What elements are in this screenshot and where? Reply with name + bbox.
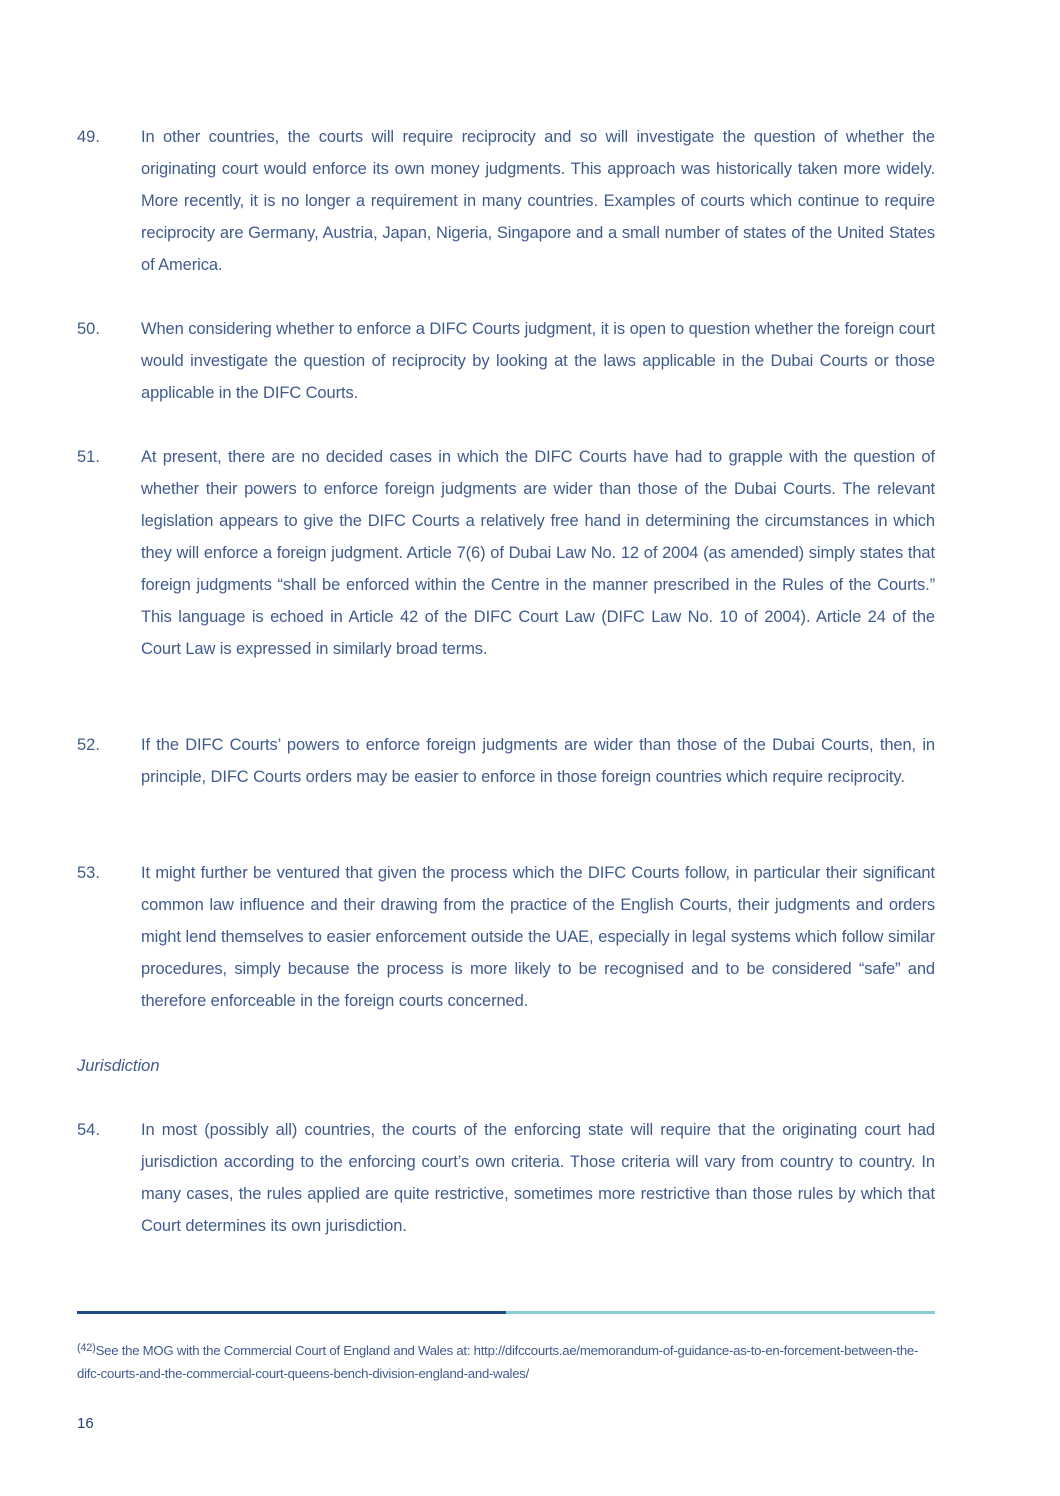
footnote-divider-dark <box>77 1311 506 1314</box>
paragraph-50 <box>77 313 935 409</box>
paragraph-text: If the DIFC Courts’ powers to enforce foreign judgments are wider than those of the Dubai Courts, then, in principle, DIFC Courts orders may be easier to enforce in those foreign countries which require reciprocity. <box>141 736 935 786</box>
paragraph-text: When considering whether to enforce a DIFC Courts judgment, it is open to question whether the foreign court would investigate the question of reciprocity by looking at the laws applicable in the Dubai Courts or those applicable in the DIFC Courts. <box>141 320 935 402</box>
paragraph-53 <box>77 857 935 1017</box>
footnote <box>77 1339 937 1385</box>
paragraph-number: 53. <box>77 864 100 882</box>
paragraph-number: 50. <box>77 320 100 338</box>
paragraph-number: 51. <box>77 448 100 466</box>
footnote-text: See the MOG with the Commercial Court of England and Wales at: http://difccourts.ae/memorandum-of-guidance-as-to-en-forcement-between-the-difc-courts-and-the-commercial-court-queens-bench-division-england-and-wales/ <box>77 1343 919 1381</box>
paragraph-text: In other countries, the courts will require reciprocity and so will investigate the question of whether the originating court would enforce its own money judgments. This approach was historically taken more widely. More recently, it is no longer a requirement in many countries. Examples of courts which continue to require reciprocity are Germany, Austria, Japan, Nigeria, Singapore and a small number of states of the United States of America. <box>141 128 935 274</box>
paragraph-text: In most (possibly all) countries, the courts of the enforcing state will require that the originating court had jurisdiction according to the enforcing court’s own criteria. Those criteria will vary from country to country. In many cases, the rules applied are quite restrictive, sometimes more restrictive than those rules by which that Court determines its own jurisdiction. <box>141 1121 935 1235</box>
section-heading: Jurisdiction <box>77 1057 160 1075</box>
paragraph-text: At present, there are no decided cases in which the DIFC Courts have had to grapple with the question of whether their powers to enforce foreign judgments are wider than those of the Dubai Courts. The relevant legislation appears to give the DIFC Courts a relatively free hand in determining the circumstances in which they will enforce a foreign judgment. Article 7(6) of Dubai Law No. 12 of 2004 (as amended) simply states that foreign judgments “shall be enforced within the Centre in the manner prescribed in the Rules of the Courts.” This language is echoed in Article 42 of the DIFC Court Law (DIFC Law No. 10 of 2004). Article 24 of the Court Law is expressed in similarly broad terms. <box>141 448 935 658</box>
paragraph-49 <box>77 121 935 281</box>
paragraph-51 <box>77 441 935 665</box>
footnote-divider-light <box>506 1311 935 1314</box>
paragraph-number: 52. <box>77 736 100 754</box>
footnote-marker: (42) <box>77 1342 96 1354</box>
paragraph-54 <box>77 1114 935 1242</box>
paragraph-number: 54. <box>77 1121 100 1139</box>
paragraph-text: It might further be ventured that given the process which the DIFC Courts follow, in particular their significant common law influence and their drawing from the practice of the English Courts, their judgments and orders might lend themselves to easier enforcement outside the UAE, especially in legal systems which follow similar procedures, simply because the process is more likely to be recognised and to be considered “safe” and therefore enforceable in the foreign courts concerned. <box>141 864 935 1010</box>
page-number: 16 <box>77 1415 94 1432</box>
paragraph-52 <box>77 729 935 793</box>
paragraph-number: 49. <box>77 128 100 146</box>
